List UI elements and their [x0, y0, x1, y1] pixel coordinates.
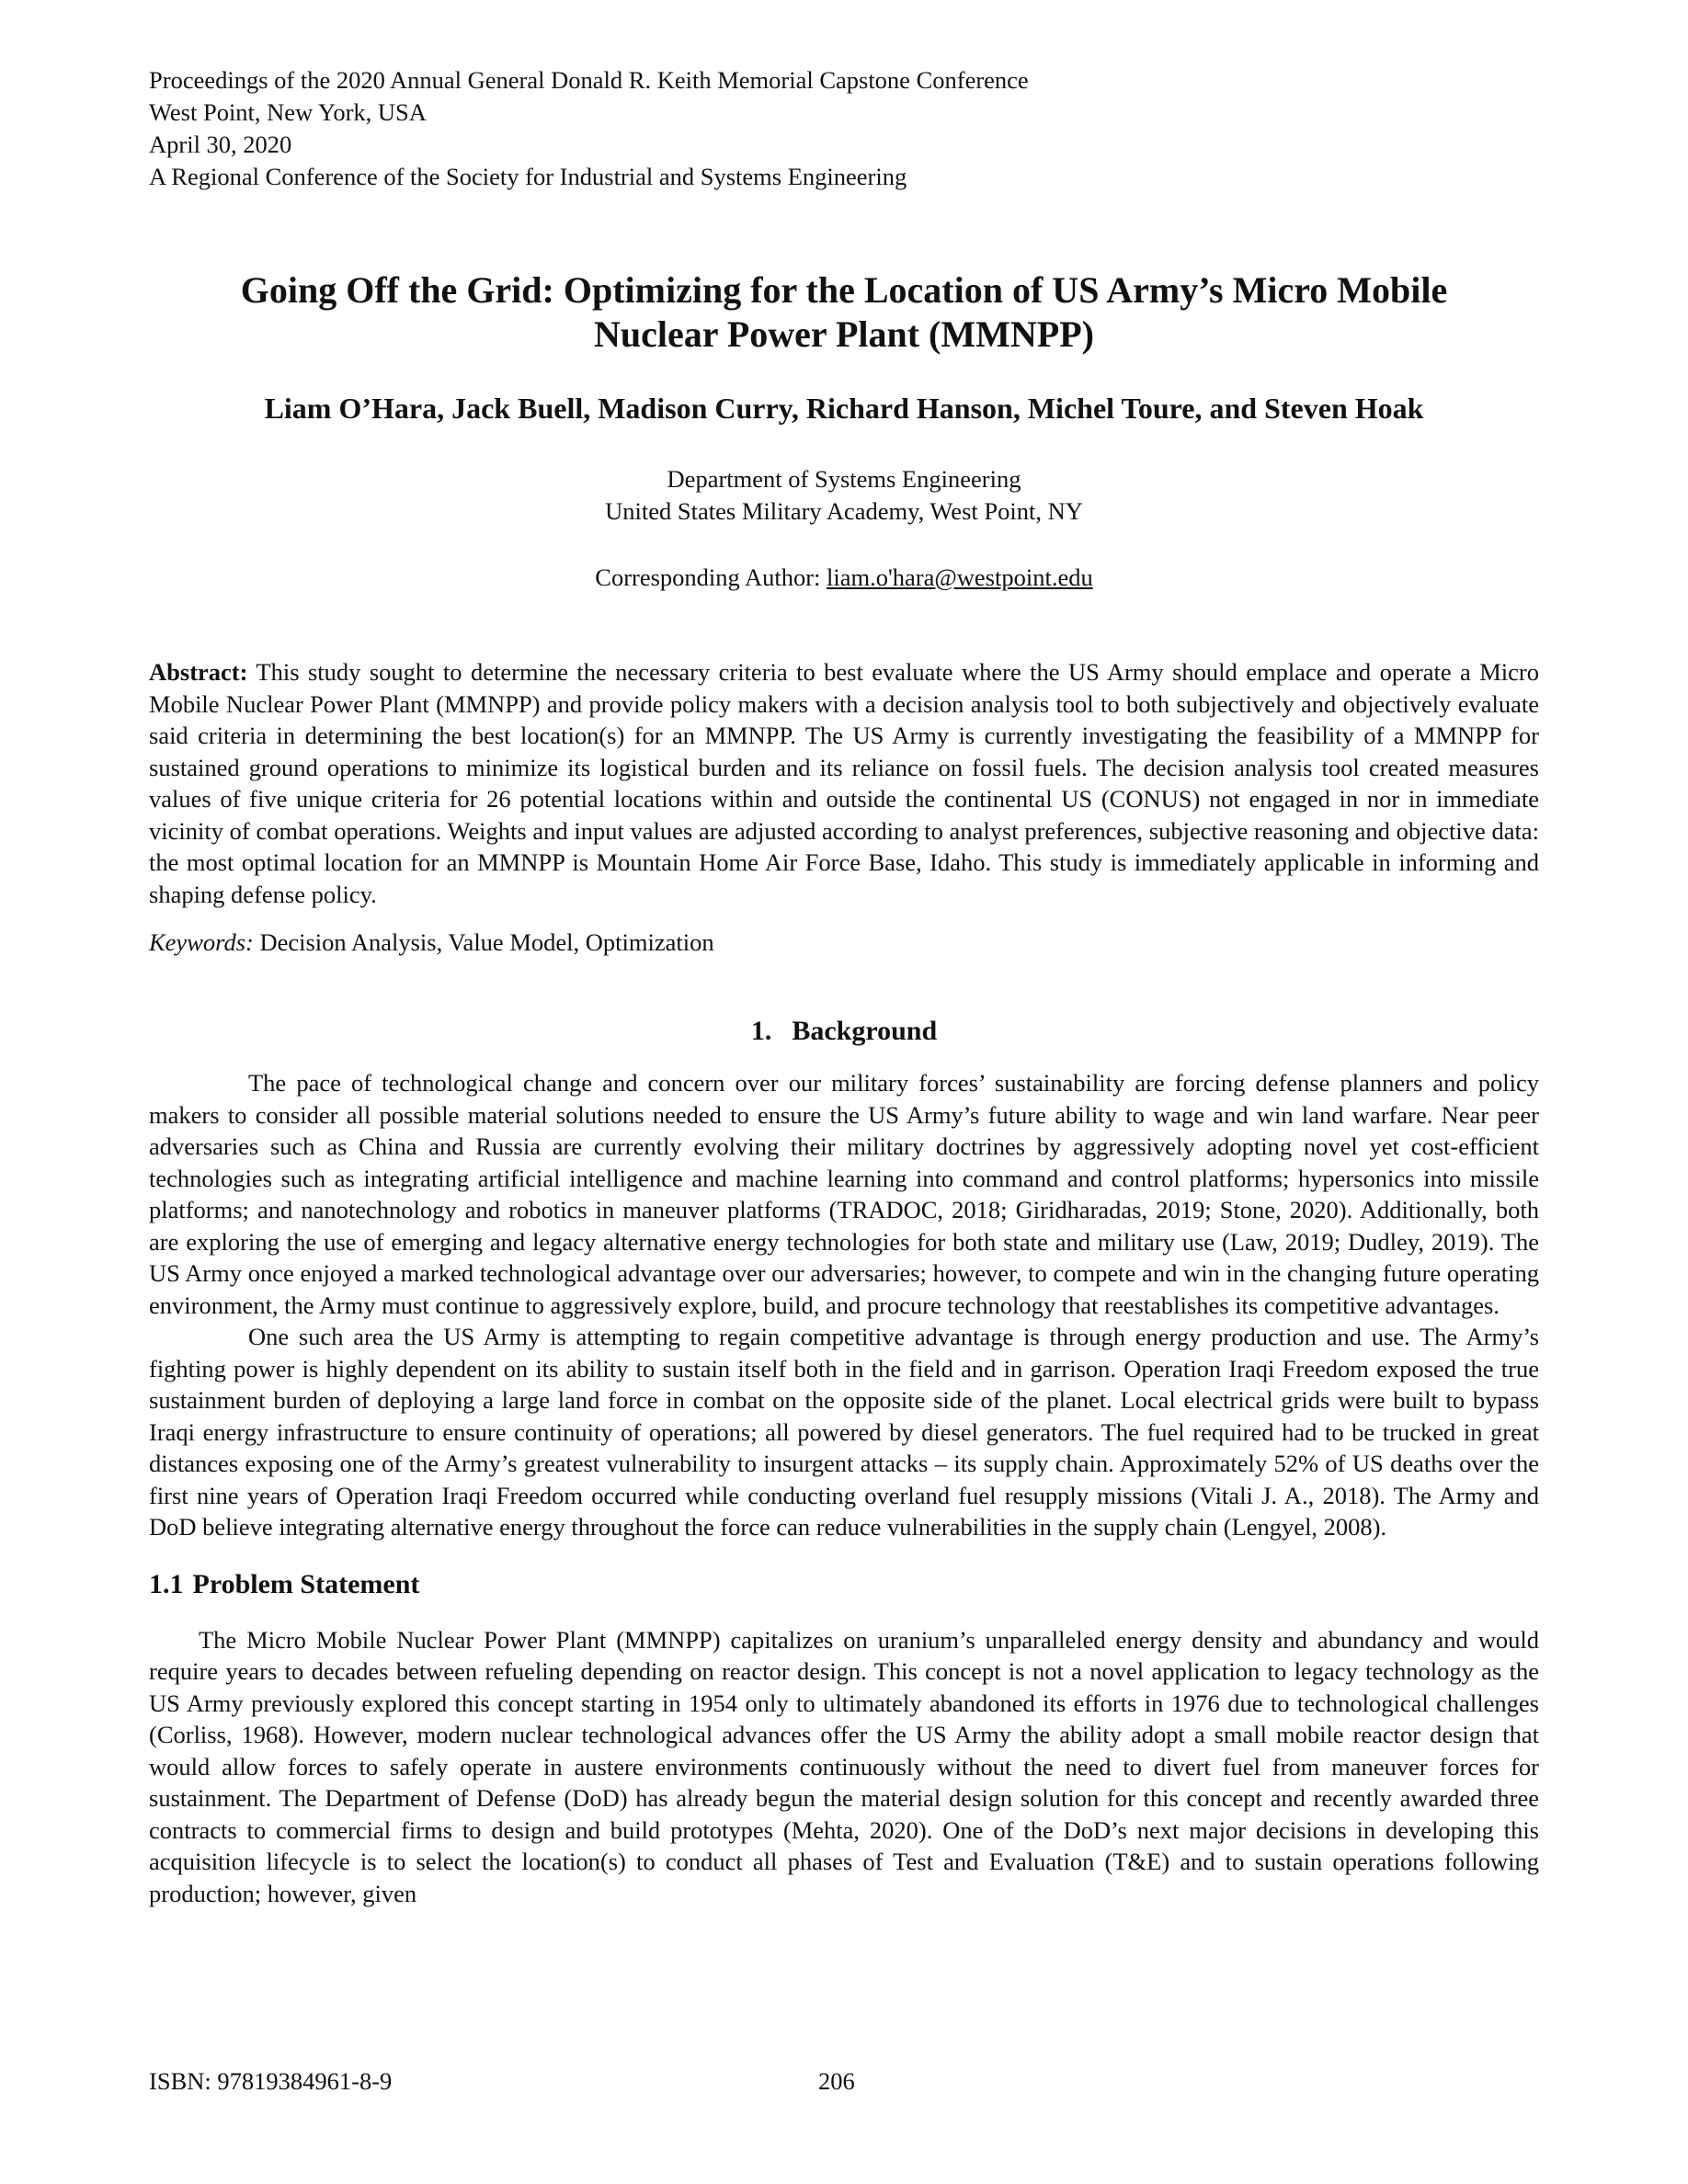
- page-number: 206: [818, 2067, 855, 2095]
- section-heading-background: [149, 1014, 1539, 1049]
- abstract: [149, 656, 1539, 910]
- section-body-problem-statement: [149, 1624, 1539, 1910]
- corresponding-author-label: Corresponding Author:: [595, 563, 827, 591]
- paragraph: The Micro Mobile Nuclear Power Plant (MMNPP) capitalizes on uranium’s unparalleled energy density and abundancy and would require years to decades between refueling depending on reactor design. This concept is not a novel application to legacy technology as the US Army previously explored this concept starting in 1954 only to ultimately abandoned its efforts in 1976 due to technological challenges (Corliss, 1968). However, modern nuclear technological advances offer the US Army the ability adopt a small mobile reactor design that would allow forces to safely operate in austere environments continuously without the need to divert fuel from maneuver forces for sustainment. The Department of Defense (DoD) has already begun the material design solution for this concept and recently awarded three contracts to commercial firms to design and build prototypes (Mehta, 2020). One of the DoD’s next major decisions in developing this acquisition lifecycle is to select the location(s) to conduct all phases of Test and Evaluation (T&E) and to sustain operations following production; however, given: [149, 1625, 1539, 1907]
- paragraph: One such area the US Army is attempting to regain competitive advantage is through energy production and use. The Army’s fighting power is highly dependent on its ability to sustain itself both in the field and in garrison. Operation Iraqi Freedom exposed the true sustainment burden of deploying a large land force in combat on the opposite side of the planet. Local electrical grids were built to bypass Iraqi energy infrastructure to ensure continuity of operations; all powered by diesel generators. The fuel required had to be trucked in great distances exposing one of the Army’s greatest vulnerability to insurgent attacks – its supply chain. Approximately 52% of US deaths over the first nine years of Operation Iraqi Freedom occurred while conducting overland fuel resupply missions (Vitali J. A., 2018). The Army and DoD believe integrating alternative energy throughout the force can reduce vulnerabilities in the supply chain (Lengyel, 2008).: [149, 1323, 1539, 1541]
- keywords-label: Keywords:: [149, 928, 254, 956]
- conference-header-line: April 30, 2020: [149, 131, 292, 158]
- keywords-text: Decision Analysis, Value Model, Optimization: [253, 928, 714, 956]
- abstract-label: Abstract:: [149, 658, 248, 686]
- subsection-number: 1.1: [149, 1568, 184, 1599]
- author-list: Liam O’Hara, Jack Buell, Madison Curry, Richard Hanson, Michel Toure, and Steven Hoak: [264, 392, 1424, 425]
- affiliation-department: Department of Systems Engineering: [667, 465, 1021, 493]
- affiliation: [149, 463, 1539, 528]
- paragraph: The pace of technological change and concern over our military forces’ sustainability are forcing defense planners and policy makers to consider all possible material solutions needed to ensure the US Army’s future ability to wage and win land warfare. Near peer adversaries such as China and Russia are currently evolving their military doctrines by aggressively adopting novel yet cost-efficient technologies such as integrating artificial intelligence and machine learning into command and control platforms; hypersonics into missile platforms; and nanotechnology and robotics in maneuver platforms (TRADOC, 2018; Giridharadas, 2019; Stone, 2020). Additionally, both are exploring the use of emerging and legacy alternative energy technologies for both state and military use (Law, 2019; Dudley, 2019). The US Army once enjoyed a marked technological advantage over our adversaries; however, to compete and win in the changing future operating environment, the Army must continue to aggressively explore, build, and procure technology that reestablishes its competitive advantages.: [149, 1069, 1539, 1319]
- section-body-background: [149, 1067, 1539, 1543]
- keywords: [149, 927, 1539, 959]
- subsection-title: Problem Statement: [192, 1568, 420, 1599]
- conference-header-line: A Regional Conference of the Society for Industrial and Systems Engineering: [149, 163, 907, 190]
- conference-header: [149, 64, 1539, 193]
- section-number: 1.: [750, 1016, 772, 1046]
- paper-page: [149, 64, 1539, 1909]
- corresponding-author: [149, 562, 1539, 594]
- affiliation-institution: United States Military Academy, West Point, NY: [605, 497, 1083, 525]
- paper-title: Going Off the Grid: Optimizing for the Location of US Army’s Micro Mobile Nuclear Power Plant (MMNPP): [240, 269, 1448, 355]
- subsection-heading-problem-statement: [149, 1567, 1539, 1602]
- abstract-text: This study sought to determine the necessary criteria to best evaluate where the US Army should emplace and operate a Micro Mobile Nuclear Power Plant (MMNPP) and provide policy makers with a decision analysis tool to both subjectively and objectively evaluate said criteria in determining the best location(s) for an MMNPP. The US Army is currently investigating the feasibility of a MMNPP for sustained ground operations to minimize its logistical burden and its reliance on fossil fuels. The decision analysis tool created measures values of five unique criteria for 26 potential locations within and outside the continental US (CONUS) not engaged in nor in immediate vicinity of combat operations. Weights and input values are adjusted according to analyst preferences, subjective reasoning and objective data: the most optimal location for an MMNPP is Mountain Home Air Force Base, Idaho. This study is immediately applicable in informing and shaping defense policy.: [149, 658, 1539, 908]
- section-title: Background: [792, 1016, 938, 1046]
- conference-header-line: West Point, New York, USA: [149, 98, 427, 126]
- corresponding-author-email-link[interactable]: liam.o'hara@westpoint.edu: [827, 563, 1093, 591]
- isbn: ISBN: 97819384961-8-9: [149, 2067, 393, 2095]
- conference-header-line: Proceedings of the 2020 Annual General Donald R. Keith Memorial Capstone Conference: [149, 66, 1029, 94]
